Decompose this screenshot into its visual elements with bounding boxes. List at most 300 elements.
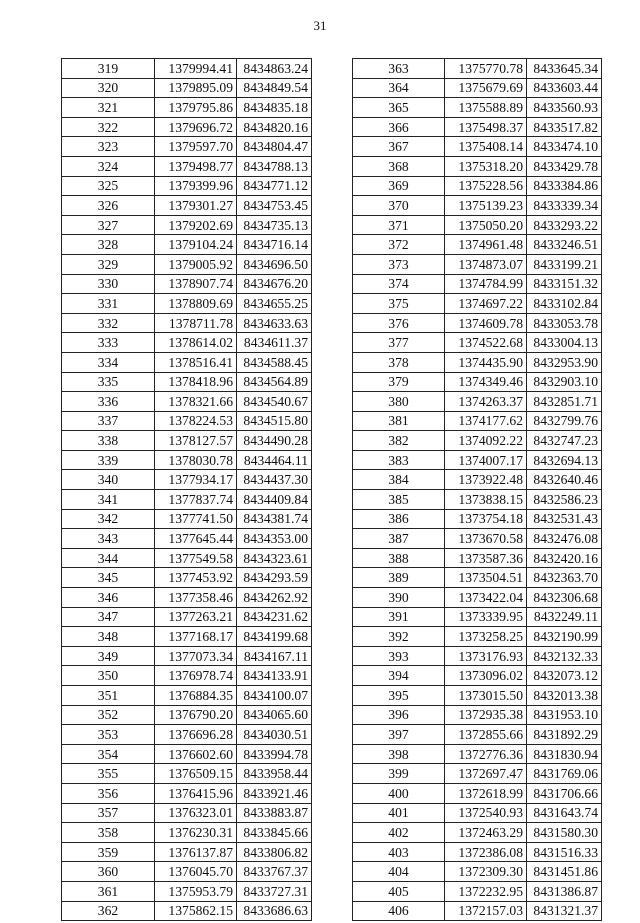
x-coordinate-cell: 1377168.17 <box>155 627 237 647</box>
table-row <box>353 803 602 823</box>
x-coordinate-cell: 1376137.87 <box>155 842 237 862</box>
y-coordinate-cell: 8434804.47 <box>237 137 312 157</box>
y-coordinate-cell: 8431830.94 <box>527 744 602 764</box>
table-row <box>353 529 602 549</box>
x-coordinate-cell: 1373587.36 <box>445 548 527 568</box>
table-row <box>62 392 312 412</box>
y-coordinate-cell: 8432903.10 <box>527 372 602 392</box>
y-coordinate-cell: 8433053.78 <box>527 313 602 333</box>
point-number-cell: 379 <box>353 372 445 392</box>
x-coordinate-cell: 1376602.60 <box>155 744 237 764</box>
table-row <box>353 235 602 255</box>
point-number-cell: 373 <box>353 254 445 274</box>
y-coordinate-cell: 8433246.51 <box>527 235 602 255</box>
table-row <box>353 450 602 470</box>
coordinates-table-left-body <box>62 59 312 921</box>
point-number-cell: 320 <box>62 78 155 98</box>
y-coordinate-cell: 8433199.21 <box>527 254 602 274</box>
point-number-cell: 353 <box>62 725 155 745</box>
point-number-cell: 382 <box>353 431 445 451</box>
table-row <box>353 176 602 196</box>
y-coordinate-cell: 8434100.07 <box>237 686 312 706</box>
point-number-cell: 377 <box>353 333 445 353</box>
table-row <box>62 176 312 196</box>
table-row <box>62 803 312 823</box>
point-number-cell: 398 <box>353 744 445 764</box>
x-coordinate-cell: 1372540.93 <box>445 803 527 823</box>
table-row <box>62 490 312 510</box>
point-number-cell: 329 <box>62 254 155 274</box>
point-number-cell: 381 <box>353 411 445 431</box>
point-number-cell: 343 <box>62 529 155 549</box>
y-coordinate-cell: 8433845.66 <box>237 823 312 843</box>
x-coordinate-cell: 1375862.15 <box>155 901 237 921</box>
y-coordinate-cell: 8433517.82 <box>527 117 602 137</box>
x-coordinate-cell: 1374784.99 <box>445 274 527 294</box>
y-coordinate-cell: 8432306.68 <box>527 588 602 608</box>
y-coordinate-cell: 8434633.63 <box>237 313 312 333</box>
table-row <box>353 568 602 588</box>
point-number-cell: 357 <box>62 803 155 823</box>
y-coordinate-cell: 8432531.43 <box>527 509 602 529</box>
y-coordinate-cell: 8434588.45 <box>237 352 312 372</box>
x-coordinate-cell: 1376323.01 <box>155 803 237 823</box>
y-coordinate-cell: 8433474.10 <box>527 137 602 157</box>
y-coordinate-cell: 8434231.62 <box>237 607 312 627</box>
y-coordinate-cell: 8434716.14 <box>237 235 312 255</box>
point-number-cell: 376 <box>353 313 445 333</box>
y-coordinate-cell: 8434381.74 <box>237 509 312 529</box>
point-number-cell: 392 <box>353 627 445 647</box>
table-row <box>62 470 312 490</box>
point-number-cell: 387 <box>353 529 445 549</box>
y-coordinate-cell: 8432799.76 <box>527 411 602 431</box>
table-row <box>353 881 602 901</box>
point-number-cell: 340 <box>62 470 155 490</box>
point-number-cell: 363 <box>353 59 445 79</box>
point-number-cell: 330 <box>62 274 155 294</box>
x-coordinate-cell: 1372309.30 <box>445 862 527 882</box>
point-number-cell: 366 <box>353 117 445 137</box>
point-number-cell: 348 <box>62 627 155 647</box>
table-row <box>353 509 602 529</box>
x-coordinate-cell: 1372232.95 <box>445 881 527 901</box>
table-row <box>353 470 602 490</box>
table-row <box>62 372 312 392</box>
point-number-cell: 372 <box>353 235 445 255</box>
point-number-cell: 339 <box>62 450 155 470</box>
x-coordinate-cell: 1374609.78 <box>445 313 527 333</box>
table-row <box>353 627 602 647</box>
point-number-cell: 369 <box>353 176 445 196</box>
x-coordinate-cell: 1375228.56 <box>445 176 527 196</box>
y-coordinate-cell: 8434199.68 <box>237 627 312 647</box>
table-row <box>353 588 602 608</box>
point-number-cell: 362 <box>62 901 155 921</box>
table-row <box>353 666 602 686</box>
table-row <box>62 588 312 608</box>
y-coordinate-cell: 8434676.20 <box>237 274 312 294</box>
y-coordinate-cell: 8434464.11 <box>237 450 312 470</box>
table-row <box>62 705 312 725</box>
point-number-cell: 333 <box>62 333 155 353</box>
y-coordinate-cell: 8431769.06 <box>527 764 602 784</box>
table-row <box>353 764 602 784</box>
y-coordinate-cell: 8434167.11 <box>237 646 312 666</box>
table-row <box>353 156 602 176</box>
x-coordinate-cell: 1379104.24 <box>155 235 237 255</box>
x-coordinate-cell: 1375408.14 <box>445 137 527 157</box>
point-number-cell: 367 <box>353 137 445 157</box>
point-number-cell: 378 <box>353 352 445 372</box>
y-coordinate-cell: 8431643.74 <box>527 803 602 823</box>
y-coordinate-cell: 8434409.84 <box>237 490 312 510</box>
table-row <box>353 352 602 372</box>
table-row <box>353 725 602 745</box>
table-row <box>62 117 312 137</box>
y-coordinate-cell: 8431386.87 <box>527 881 602 901</box>
table-row <box>353 823 602 843</box>
point-number-cell: 383 <box>353 450 445 470</box>
table-row <box>62 509 312 529</box>
y-coordinate-cell: 8433645.34 <box>527 59 602 79</box>
point-number-cell: 351 <box>62 686 155 706</box>
table-row <box>62 901 312 921</box>
y-coordinate-cell: 8434564.89 <box>237 372 312 392</box>
point-number-cell: 349 <box>62 646 155 666</box>
table-row <box>353 490 602 510</box>
y-coordinate-cell: 8433004.13 <box>527 333 602 353</box>
x-coordinate-cell: 1379301.27 <box>155 196 237 216</box>
x-coordinate-cell: 1378127.57 <box>155 431 237 451</box>
y-coordinate-cell: 8433686.63 <box>237 901 312 921</box>
point-number-cell: 364 <box>353 78 445 98</box>
x-coordinate-cell: 1372855.66 <box>445 725 527 745</box>
x-coordinate-cell: 1375139.23 <box>445 196 527 216</box>
x-coordinate-cell: 1374092.22 <box>445 431 527 451</box>
table-row <box>353 842 602 862</box>
point-number-cell: 390 <box>353 588 445 608</box>
x-coordinate-cell: 1379895.09 <box>155 78 237 98</box>
y-coordinate-cell: 8434835.18 <box>237 98 312 118</box>
table-row <box>353 215 602 235</box>
table-row <box>62 725 312 745</box>
table-row <box>353 744 602 764</box>
point-number-cell: 342 <box>62 509 155 529</box>
x-coordinate-cell: 1373096.02 <box>445 666 527 686</box>
point-number-cell: 384 <box>353 470 445 490</box>
point-number-cell: 335 <box>62 372 155 392</box>
table-row <box>353 294 602 314</box>
y-coordinate-cell: 8431451.86 <box>527 862 602 882</box>
x-coordinate-cell: 1379696.72 <box>155 117 237 137</box>
point-number-cell: 368 <box>353 156 445 176</box>
table-row <box>353 78 602 98</box>
x-coordinate-cell: 1372776.36 <box>445 744 527 764</box>
x-coordinate-cell: 1373015.50 <box>445 686 527 706</box>
point-number-cell: 371 <box>353 215 445 235</box>
table-row <box>62 294 312 314</box>
y-coordinate-cell: 8433560.93 <box>527 98 602 118</box>
table-row <box>353 137 602 157</box>
x-coordinate-cell: 1374177.62 <box>445 411 527 431</box>
point-number-cell: 324 <box>62 156 155 176</box>
y-coordinate-cell: 8434849.54 <box>237 78 312 98</box>
y-coordinate-cell: 8434323.61 <box>237 548 312 568</box>
x-coordinate-cell: 1376696.28 <box>155 725 237 745</box>
point-number-cell: 374 <box>353 274 445 294</box>
point-number-cell: 404 <box>353 862 445 882</box>
x-coordinate-cell: 1376790.20 <box>155 705 237 725</box>
y-coordinate-cell: 8434863.24 <box>237 59 312 79</box>
point-number-cell: 358 <box>62 823 155 843</box>
table-row <box>62 313 312 333</box>
table-row <box>62 450 312 470</box>
table-row <box>62 568 312 588</box>
table-row <box>353 117 602 137</box>
y-coordinate-cell: 8432747.23 <box>527 431 602 451</box>
point-number-cell: 345 <box>62 568 155 588</box>
x-coordinate-cell: 1373339.95 <box>445 607 527 627</box>
table-row <box>62 627 312 647</box>
table-row <box>353 646 602 666</box>
table-row <box>62 548 312 568</box>
table-row <box>62 254 312 274</box>
point-number-cell: 397 <box>353 725 445 745</box>
x-coordinate-cell: 1375588.89 <box>445 98 527 118</box>
y-coordinate-cell: 8434293.59 <box>237 568 312 588</box>
table-row <box>62 235 312 255</box>
table-row <box>62 823 312 843</box>
table-row <box>62 156 312 176</box>
y-coordinate-cell: 8433994.78 <box>237 744 312 764</box>
x-coordinate-cell: 1377263.21 <box>155 607 237 627</box>
table-row <box>62 764 312 784</box>
table-row <box>353 607 602 627</box>
x-coordinate-cell: 1372935.38 <box>445 705 527 725</box>
x-coordinate-cell: 1378809.69 <box>155 294 237 314</box>
table-row <box>353 59 602 79</box>
table-row <box>62 215 312 235</box>
y-coordinate-cell: 8434655.25 <box>237 294 312 314</box>
table-row <box>62 59 312 79</box>
x-coordinate-cell: 1373838.15 <box>445 490 527 510</box>
point-number-cell: 365 <box>353 98 445 118</box>
x-coordinate-cell: 1378907.74 <box>155 274 237 294</box>
table-row <box>353 98 602 118</box>
x-coordinate-cell: 1377934.17 <box>155 470 237 490</box>
table-row <box>353 548 602 568</box>
y-coordinate-cell: 8431892.29 <box>527 725 602 745</box>
table-row <box>353 313 602 333</box>
point-number-cell: 380 <box>353 392 445 412</box>
x-coordinate-cell: 1372463.29 <box>445 823 527 843</box>
page-number: 31 <box>313 18 327 33</box>
coordinates-table-right <box>352 58 602 921</box>
point-number-cell: 356 <box>62 783 155 803</box>
point-number-cell: 347 <box>62 607 155 627</box>
y-coordinate-cell: 8432363.70 <box>527 568 602 588</box>
point-number-cell: 406 <box>353 901 445 921</box>
table-row <box>62 607 312 627</box>
x-coordinate-cell: 1379795.86 <box>155 98 237 118</box>
y-coordinate-cell: 8433727.31 <box>237 881 312 901</box>
x-coordinate-cell: 1378030.78 <box>155 450 237 470</box>
x-coordinate-cell: 1376884.35 <box>155 686 237 706</box>
y-coordinate-cell: 8434065.60 <box>237 705 312 725</box>
point-number-cell: 355 <box>62 764 155 784</box>
x-coordinate-cell: 1376415.96 <box>155 783 237 803</box>
y-coordinate-cell: 8431321.37 <box>527 901 602 921</box>
point-number-cell: 334 <box>62 352 155 372</box>
y-coordinate-cell: 8431953.10 <box>527 705 602 725</box>
table-row <box>353 901 602 921</box>
y-coordinate-cell: 8432013.38 <box>527 686 602 706</box>
x-coordinate-cell: 1379994.41 <box>155 59 237 79</box>
coordinates-table-left <box>61 58 312 921</box>
x-coordinate-cell: 1372157.03 <box>445 901 527 921</box>
y-coordinate-cell: 8433767.37 <box>237 862 312 882</box>
table-row <box>62 842 312 862</box>
y-coordinate-cell: 8433429.78 <box>527 156 602 176</box>
table-row <box>353 411 602 431</box>
table-row <box>353 686 602 706</box>
point-number-cell: 337 <box>62 411 155 431</box>
x-coordinate-cell: 1377358.46 <box>155 588 237 608</box>
table-row <box>62 274 312 294</box>
y-coordinate-cell: 8431706.66 <box>527 783 602 803</box>
x-coordinate-cell: 1374435.90 <box>445 352 527 372</box>
x-coordinate-cell: 1378321.66 <box>155 392 237 412</box>
y-coordinate-cell: 8433293.22 <box>527 215 602 235</box>
table-row <box>353 862 602 882</box>
x-coordinate-cell: 1377073.34 <box>155 646 237 666</box>
point-number-cell: 332 <box>62 313 155 333</box>
x-coordinate-cell: 1379005.92 <box>155 254 237 274</box>
x-coordinate-cell: 1373258.25 <box>445 627 527 647</box>
point-number-cell: 350 <box>62 666 155 686</box>
y-coordinate-cell: 8432420.16 <box>527 548 602 568</box>
table-row <box>62 352 312 372</box>
point-number-cell: 325 <box>62 176 155 196</box>
x-coordinate-cell: 1377837.74 <box>155 490 237 510</box>
point-number-cell: 344 <box>62 548 155 568</box>
x-coordinate-cell: 1373504.51 <box>445 568 527 588</box>
table-row <box>353 431 602 451</box>
y-coordinate-cell: 8434133.91 <box>237 666 312 686</box>
x-coordinate-cell: 1372386.08 <box>445 842 527 862</box>
x-coordinate-cell: 1377741.50 <box>155 509 237 529</box>
x-coordinate-cell: 1376509.15 <box>155 764 237 784</box>
y-coordinate-cell: 8432132.33 <box>527 646 602 666</box>
y-coordinate-cell: 8434820.16 <box>237 117 312 137</box>
x-coordinate-cell: 1372697.47 <box>445 764 527 784</box>
point-number-cell: 346 <box>62 588 155 608</box>
y-coordinate-cell: 8432586.23 <box>527 490 602 510</box>
table-row <box>62 411 312 431</box>
y-coordinate-cell: 8434540.67 <box>237 392 312 412</box>
y-coordinate-cell: 8434437.30 <box>237 470 312 490</box>
table-row <box>62 137 312 157</box>
y-coordinate-cell: 8433339.34 <box>527 196 602 216</box>
y-coordinate-cell: 8432190.99 <box>527 627 602 647</box>
x-coordinate-cell: 1375050.20 <box>445 215 527 235</box>
x-coordinate-cell: 1373754.18 <box>445 509 527 529</box>
point-number-cell: 352 <box>62 705 155 725</box>
y-coordinate-cell: 8434735.13 <box>237 215 312 235</box>
point-number-cell: 375 <box>353 294 445 314</box>
table-row <box>353 274 602 294</box>
y-coordinate-cell: 8434030.51 <box>237 725 312 745</box>
y-coordinate-cell: 8432476.08 <box>527 529 602 549</box>
y-coordinate-cell: 8431580.30 <box>527 823 602 843</box>
x-coordinate-cell: 1373670.58 <box>445 529 527 549</box>
y-coordinate-cell: 8433384.86 <box>527 176 602 196</box>
x-coordinate-cell: 1374349.46 <box>445 372 527 392</box>
y-coordinate-cell: 8432953.90 <box>527 352 602 372</box>
y-coordinate-cell: 8433102.84 <box>527 294 602 314</box>
table-row <box>62 333 312 353</box>
x-coordinate-cell: 1375770.78 <box>445 59 527 79</box>
y-coordinate-cell: 8434262.92 <box>237 588 312 608</box>
x-coordinate-cell: 1375679.69 <box>445 78 527 98</box>
point-number-cell: 388 <box>353 548 445 568</box>
y-coordinate-cell: 8434788.13 <box>237 156 312 176</box>
x-coordinate-cell: 1379202.69 <box>155 215 237 235</box>
x-coordinate-cell: 1378418.96 <box>155 372 237 392</box>
y-coordinate-cell: 8433806.82 <box>237 842 312 862</box>
x-coordinate-cell: 1377549.58 <box>155 548 237 568</box>
point-number-cell: 389 <box>353 568 445 588</box>
point-number-cell: 336 <box>62 392 155 412</box>
point-number-cell: 341 <box>62 490 155 510</box>
x-coordinate-cell: 1373422.04 <box>445 588 527 608</box>
y-coordinate-cell: 8434353.00 <box>237 529 312 549</box>
point-number-cell: 391 <box>353 607 445 627</box>
point-number-cell: 403 <box>353 842 445 862</box>
table-row <box>353 392 602 412</box>
y-coordinate-cell: 8432694.13 <box>527 450 602 470</box>
point-number-cell: 361 <box>62 881 155 901</box>
table-row <box>353 333 602 353</box>
y-coordinate-cell: 8433958.44 <box>237 764 312 784</box>
table-row <box>62 881 312 901</box>
table-row <box>62 98 312 118</box>
y-coordinate-cell: 8433921.46 <box>237 783 312 803</box>
x-coordinate-cell: 1373922.48 <box>445 470 527 490</box>
x-coordinate-cell: 1374263.37 <box>445 392 527 412</box>
point-number-cell: 395 <box>353 686 445 706</box>
x-coordinate-cell: 1379597.70 <box>155 137 237 157</box>
x-coordinate-cell: 1375953.79 <box>155 881 237 901</box>
point-number-cell: 319 <box>62 59 155 79</box>
y-coordinate-cell: 8433603.44 <box>527 78 602 98</box>
y-coordinate-cell: 8434490.28 <box>237 431 312 451</box>
table-row <box>353 705 602 725</box>
x-coordinate-cell: 1374007.17 <box>445 450 527 470</box>
point-number-cell: 327 <box>62 215 155 235</box>
point-number-cell: 396 <box>353 705 445 725</box>
point-number-cell: 400 <box>353 783 445 803</box>
point-number-cell: 331 <box>62 294 155 314</box>
point-number-cell: 323 <box>62 137 155 157</box>
x-coordinate-cell: 1375498.37 <box>445 117 527 137</box>
point-number-cell: 338 <box>62 431 155 451</box>
point-number-cell: 370 <box>353 196 445 216</box>
y-coordinate-cell: 8433883.87 <box>237 803 312 823</box>
point-number-cell: 385 <box>353 490 445 510</box>
table-row <box>62 744 312 764</box>
